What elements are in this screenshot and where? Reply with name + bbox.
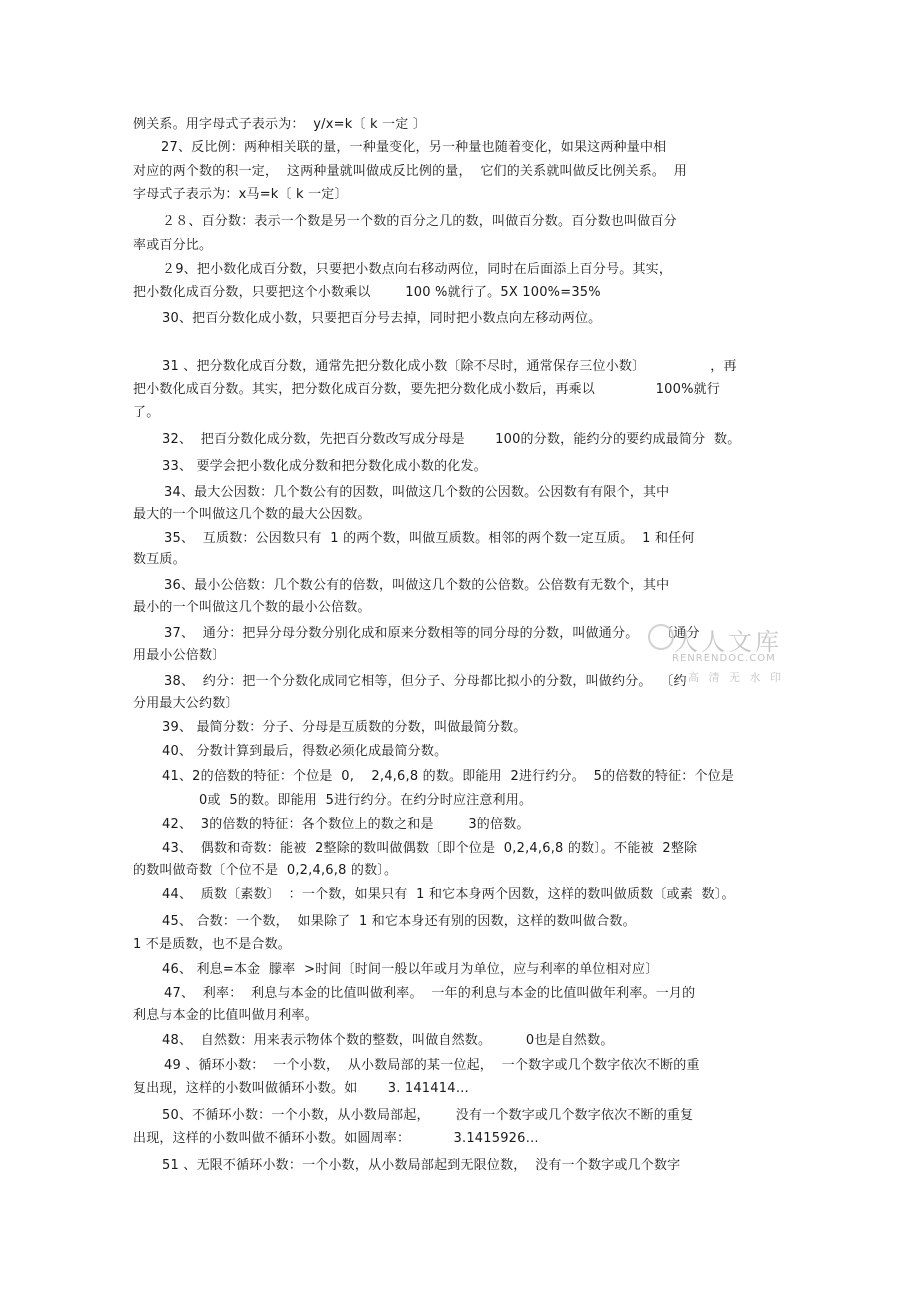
watermark-subtitle: 高 清 无 水 印 [688,671,784,684]
text-line: 32、 把百分数化成分数，先把百分数改写成分母是 100的分数，能约分的要约成最简分 数。 [162,432,741,447]
text-line: 45、 合数：一个数， 如果除了 1 和它本身还有别的因数，这样的数叫做合数。 [162,914,636,929]
text-line: 51 、无限不循环小数：一个小数，从小数局部起到无限位数， 没有一个数字或几个数字 [162,1158,681,1173]
text-line: 38、 约分：把一个分数化成同它相等，但分子、分母都比拟小的分数，叫做约分。 〔约 [164,674,687,689]
text-line: 最小的一个叫做这几个数的最小公倍数。 [133,600,371,615]
text-line: 最大的一个叫做这几个数的最大公因数。 [133,507,371,522]
text-line: 50、不循环小数：一个小数，从小数局部起， 没有一个数字或几个数字依次不断的重复 [162,1108,694,1123]
text-line: 对应的两个数的积一定， 这两种量就叫做成反比例的量， 它们的关系就叫做反比例关系。 用 [133,164,687,179]
text-line: 复出现，这样的小数叫做循环小数。如 3. 141414… [133,1081,469,1096]
text-line: 27、反比例：两种相关联的量，一种量变化，另一种量也随着变化，如果这两种量中相 [161,140,667,155]
text-line: 31 、把分数化成百分数，通常先把分数化成小数〔除不尽时，通常保存三位小数〕 ，再 [162,359,737,374]
text-line: 例关系。用字母式子表示为： y/x=k〔 k 一定 〕 [133,117,426,132]
text-line: 把小数化成百分数。其实，把分数化成百分数，要先把分数化成小数后，再乘以 100%就行 [133,382,721,397]
text-line: 48、 自然数：用来表示物体个数的整数，叫做自然数。 0也是自然数。 [162,1033,614,1048]
text-line: 49 、循环小数： 一个小数， 从小数局部的某一位起， 一个数字或几个数字依次不断的重 [164,1058,700,1073]
text-line: 44、 质数〔素数〕 ：一个数，如果只有 1 和它本身两个因数，这样的数叫做质数〔或素 数〕。 [162,887,735,902]
text-line: 46、 利息=本金 朦率 >时间〔时间一般以年或月为单位，应与利率的单位相对应〕 [162,962,659,977]
text-line: 出现，这样的小数叫做不循环小数。如圆周率： 3.1415926… [133,1131,539,1146]
text-line: 47、 利率： 利息与本金的比值叫做利率。 一年的利息与本金的比值叫做年利率。一月的 [164,986,696,1001]
text-line: 33、 要学会把小数化成分数和把分数化成小数的化发。 [162,459,487,474]
text-line: 41、2的倍数的特征：个位是 0, 2,4,6,8 的数。即能用 2进行约分。 5的倍数的特征：个位是 [162,769,735,784]
text-line: 了。 [133,405,160,420]
text-line: 0或 5的数。即能用 5进行约分。在约分时应注意利用。 [199,793,533,808]
watermark-url: RENRENDOC.COM [672,653,776,664]
text-line: 40、 分数计算到最后，得数必须化成最简分数。 [162,744,448,759]
text-line: 分用最大公约数〕 [133,696,239,711]
text-line: 36、最小公倍数：几个数公有的倍数，叫做这几个数的公倍数。公倍数有无数个，其中 [164,578,670,593]
text-line: ２８、百分数：表示一个数是另一个数的百分之几的数，叫做百分数。百分数也叫做百分 [162,214,677,229]
text-line: 利息与本金的比值叫做月利率。 [133,1008,318,1023]
text-line: 39、 最简分数：分子、分母是互质数的分数，叫做最简分数。 [162,720,527,735]
text-line: 用最小公倍数〕 [133,648,226,663]
text-line: 43、 偶数和奇数：能被 2整除的数叫做偶数〔即个位是 0,2,4,6,8 的数〕。不能被 2整除 [162,841,698,856]
text-line: 37、 通分：把异分母分数分别化成和原来分数相等的同分母的分数，叫做通分。 〔通分 [164,626,700,641]
watermark-logo-icon [648,624,674,650]
text-line: 35、 互质数：公因数只有 1 的两个数，叫做互质数。相邻的两个数一定互质。 1 和任何 [164,531,695,546]
text-line: 的数叫做奇数〔个位不是 0,2,4,6,8 的数〕。 [133,863,398,878]
text-line: ２9、把小数化成百分数，只要把小数点向右移动两位，同时在后面添上百分号。其实， [162,262,673,277]
text-line: 30、把百分数化成小数，只要把百分号去掉，同时把小数点向左移动两位。 [162,311,602,326]
text-line: 42、 3的倍数的特征：各个数位上的数之和是 3的倍数。 [162,817,530,832]
text-line: 1 不是质数，也不是合数。 [133,937,292,952]
text-line: 字母式子表示为：x马=k〔 k 一定〕 [133,187,348,202]
text-line: 把小数化成百分数，只要把这个小数乘以 100 %就行了。5X 100%=35% [133,285,601,300]
text-line: 率或百分比。 [133,238,213,253]
watermark-title: 人人文库 [674,628,782,656]
watermark [648,622,788,692]
text-line: 34、最大公因数：几个数公有的因数，叫做这几个数的公因数。公因数有有限个，其中 [164,485,670,500]
text-line: 数互质。 [133,552,186,567]
